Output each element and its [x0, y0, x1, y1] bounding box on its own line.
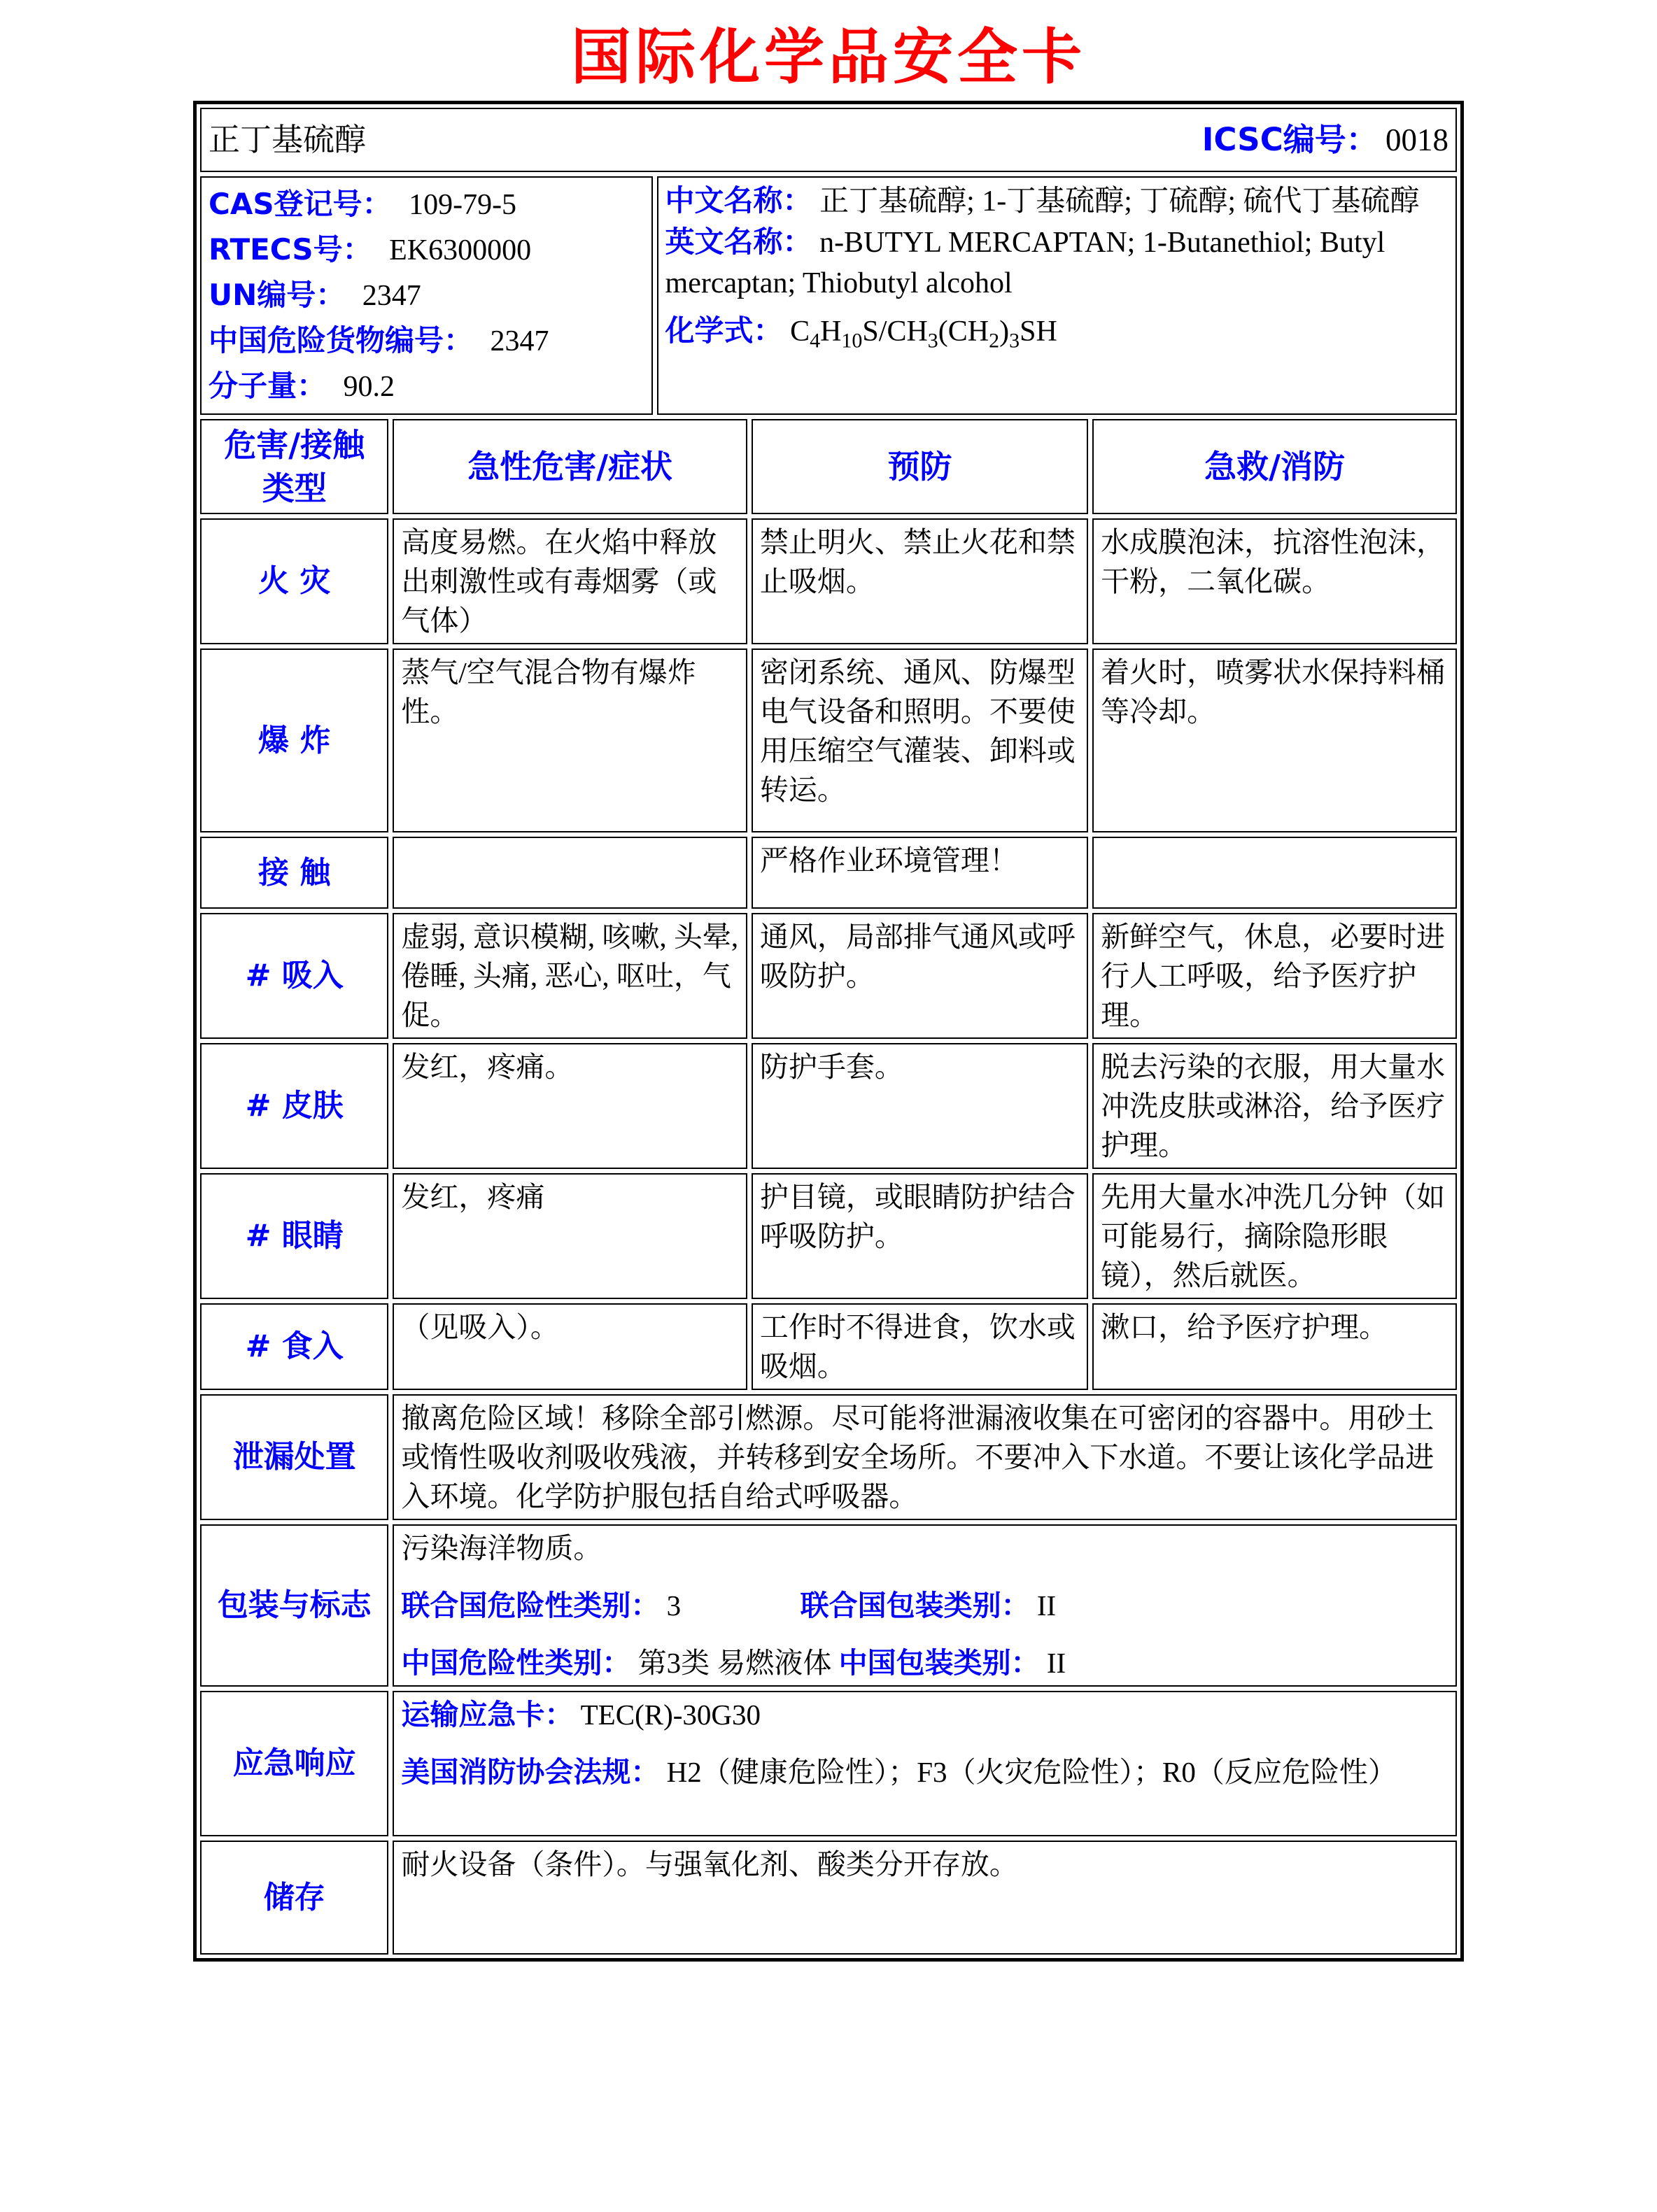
identifiers-cell — [200, 176, 653, 415]
cn-class-label: 中国危险性类别： — [401, 1646, 631, 1680]
english-names-line — [665, 222, 1448, 304]
identifier-line-cn-dg — [209, 320, 644, 362]
inhalation-symptoms: 虚弱, 意识模糊, 咳嗽, 头晕, 倦睡, 头痛, 恶心, 呕吐，气促。 — [393, 913, 747, 1039]
card-header-row — [200, 108, 1457, 172]
emergency-label: 应急响应 — [200, 1691, 388, 1836]
ingestion-response: 漱口，给予医疗护理。 — [1092, 1303, 1457, 1390]
inhalation-response: 新鲜空气，休息，必要时进行人工呼吸，给予医疗护理。 — [1092, 913, 1457, 1039]
inhalation-type-label: # 吸入 — [200, 913, 388, 1039]
cn-class-value: 第3类 易燃液体 — [637, 1647, 832, 1679]
hazard-row-skin — [200, 1043, 1457, 1169]
tec-label: 运输应急卡： — [401, 1698, 574, 1731]
cas-label: CAS登记号： — [209, 187, 392, 221]
un-class-value: 3 — [666, 1589, 682, 1622]
un-class-label: 联合国危险性类别： — [401, 1589, 660, 1622]
exposure-prevention: 严格作业环境管理！ — [752, 837, 1088, 909]
storage-label: 储存 — [200, 1841, 388, 1955]
emergency-line-nfpa — [401, 1752, 1448, 1792]
hazard-header-prevention: 预防 — [752, 419, 1088, 514]
tec-value: TEC(R)-30G30 — [580, 1699, 761, 1731]
eyes-response: 先用大量水冲洗几分钟（如可能易行，摘除隐形眼镜），然后就医。 — [1092, 1173, 1457, 1299]
chinese-names-line — [665, 180, 1448, 222]
formula-label: 化学式： — [665, 313, 783, 348]
hazard-row-inhalation — [200, 913, 1457, 1039]
spill-label: 泄漏处置 — [200, 1394, 388, 1520]
section-row-packaging — [200, 1524, 1457, 1687]
hazard-row-fire — [200, 518, 1457, 644]
explosion-prevention: 密闭系统、通风、防爆型电气设备和照明。不要使用压缩空气灌装、卸料或转运。 — [752, 648, 1088, 832]
mw-label: 分子量： — [209, 369, 327, 403]
hazard-header-symptoms: 急性危害/症状 — [393, 419, 747, 514]
cn-pack-label: 中国包装类别： — [838, 1646, 1040, 1680]
skin-type-label: # 皮肤 — [200, 1043, 388, 1169]
icsc-number-value: 0018 — [1385, 122, 1448, 157]
eyes-prevention: 护目镜，或眼睛防护结合呼吸防护。 — [752, 1173, 1088, 1299]
fire-symptoms: 高度易燃。在火焰中释放出刺激性或有毒烟雾（或气体） — [393, 518, 747, 644]
names-cell — [657, 176, 1457, 415]
un-value: 2347 — [362, 280, 421, 312]
hazard-row-exposure — [200, 837, 1457, 909]
spill-text: 撤离危险区域！移除全部引燃源。尽可能将泄漏液收集在可密闭的容器中。用砂土或惰性吸收剂吸收残液，并转移到安全场所。不要冲入下水道。不要让该化学品进入环境。化学防护服包括自给式呼吸器。 — [393, 1394, 1457, 1520]
rtecs-label: RTECS号： — [209, 232, 372, 267]
icsc-card — [193, 101, 1464, 1962]
card-header-cell — [200, 108, 1457, 172]
nfpa-label: 美国消防协会法规： — [401, 1755, 660, 1789]
hazard-row-ingestion — [200, 1303, 1457, 1390]
page-title: 国际化学品安全卡 — [571, 22, 1086, 92]
cn-dg-value: 2347 — [490, 325, 549, 357]
packaging-label: 包装与标志 — [200, 1524, 388, 1687]
formula-value: $C_4H_{10}S/CH_3(CH_2)_3SH$ — [790, 316, 1057, 353]
ingestion-symptoms: （见吸入）。 — [393, 1303, 747, 1390]
identifier-line-cas — [209, 183, 644, 226]
fire-type-label: 火 灾 — [200, 518, 388, 644]
hazard-row-explosion — [200, 648, 1457, 832]
identifier-line-un — [209, 274, 644, 317]
skin-symptoms: 发红，疼痛。 — [393, 1043, 747, 1169]
identifier-line-rtecs — [209, 229, 644, 271]
cn-pack-value: II — [1046, 1647, 1066, 1679]
english-names-value: n-BUTYL MERCAPTAN; 1-Butanethiol; Butyl mercaptan; Thiobutyl alcohol — [665, 227, 1385, 299]
fire-response: 水成膜泡沫，抗溶性泡沫，干粉，二氧化碳。 — [1092, 518, 1457, 644]
section-row-spill — [200, 1394, 1457, 1520]
eyes-type-label: # 眼睛 — [200, 1173, 388, 1299]
rtecs-value: EK6300000 — [389, 234, 532, 267]
nfpa-value: H2（健康危险性）；F3（火灾危险性）；R0（反应危险性） — [666, 1756, 1397, 1788]
identifier-line-mw — [209, 365, 644, 408]
un-pack-value: II — [1036, 1589, 1057, 1622]
cas-value: 109-79-5 — [409, 189, 517, 221]
formula-line — [665, 311, 1448, 361]
exposure-symptoms — [393, 837, 747, 909]
explosion-type-label: 爆 炸 — [200, 648, 388, 832]
packaging-line-marine: 污染海洋物质。 — [401, 1532, 602, 1564]
hazard-header-type: 危害/接触类型 — [200, 419, 388, 514]
identity-row — [200, 176, 1457, 415]
ingestion-type-label: # 食入 — [200, 1303, 388, 1390]
emergency-line-tec — [401, 1695, 1448, 1734]
un-label: UN编号： — [209, 278, 346, 312]
hazard-header-row — [200, 419, 1457, 514]
explosion-response: 着火时，喷雾状水保持料桶等冷却。 — [1092, 648, 1457, 832]
mw-value: 90.2 — [343, 371, 395, 403]
chinese-names-value: 正丁基硫醇; 1-丁基硫醇; 丁硫醇; 硫代丁基硫醇 — [819, 185, 1420, 218]
packaging-line-un — [401, 1586, 1448, 1625]
packaging-content — [393, 1524, 1457, 1687]
fire-prevention: 禁止明火、禁止火花和禁止吸烟。 — [752, 518, 1088, 644]
english-names-label: 英文名称： — [665, 225, 812, 259]
explosion-symptoms: 蒸气/空气混合物有爆炸性。 — [393, 648, 747, 832]
inhalation-prevention: 通风，局部排气通风或呼吸防护。 — [752, 913, 1088, 1039]
substance-name: 正丁基硫醇 — [209, 122, 367, 157]
skin-response: 脱去污染的衣服，用大量水冲洗皮肤或淋浴，给予医疗护理。 — [1092, 1043, 1457, 1169]
hazard-header-response: 急救/消防 — [1092, 419, 1457, 514]
chinese-names-label: 中文名称： — [665, 183, 812, 218]
icsc-number — [1202, 120, 1448, 159]
section-row-storage — [200, 1841, 1457, 1955]
exposure-response — [1092, 837, 1457, 909]
eyes-symptoms: 发红，疼痛 — [393, 1173, 747, 1299]
hazard-row-eyes — [200, 1173, 1457, 1299]
packaging-line-cn — [401, 1643, 1448, 1682]
un-pack-label: 联合国包装类别： — [800, 1589, 1030, 1622]
exposure-type-label: 接 触 — [200, 837, 388, 909]
emergency-content — [393, 1691, 1457, 1836]
ingestion-prevention: 工作时不得进食，饮水或吸烟。 — [752, 1303, 1088, 1390]
skin-prevention: 防护手套。 — [752, 1043, 1088, 1169]
icsc-number-label: ICSC编号： — [1201, 121, 1378, 158]
cn-dg-label: 中国危险货物编号： — [209, 323, 474, 357]
storage-text: 耐火设备（条件）。与强氧化剂、酸类分开存放。 — [393, 1841, 1457, 1955]
section-row-emergency — [200, 1691, 1457, 1836]
